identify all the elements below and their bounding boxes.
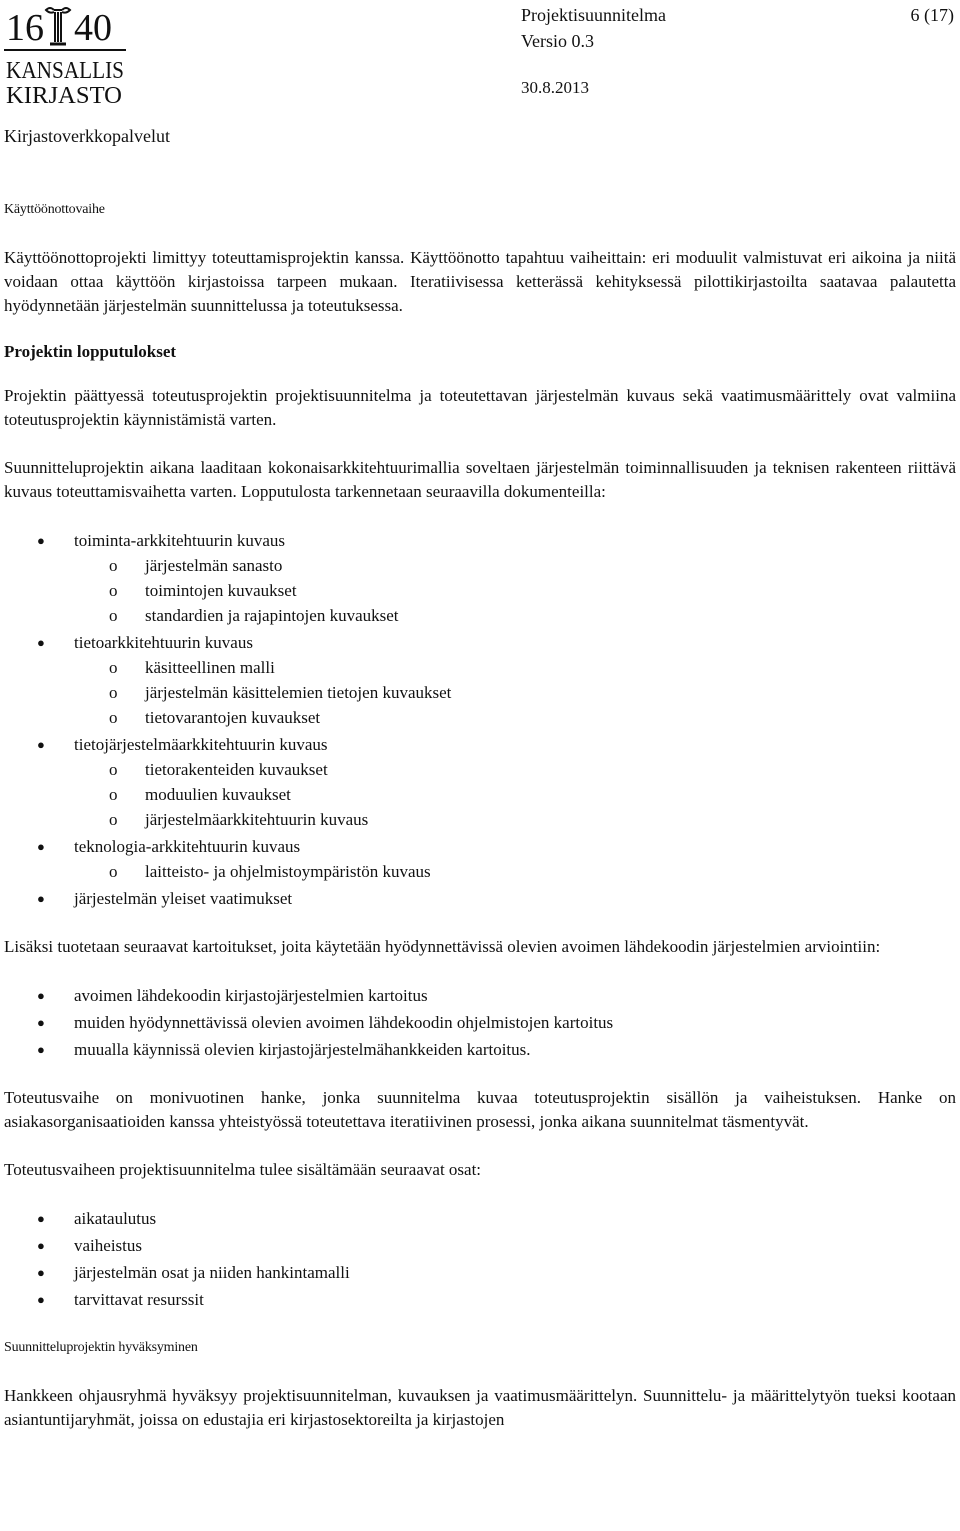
list-item: ● aikataulutus	[4, 1206, 956, 1231]
section-heading-lopputulokset: Projektin lopputulokset	[4, 342, 177, 361]
list-item	[4, 834, 956, 884]
sub-list-item: o järjestelmäarkkitehtuurin kuvaus	[74, 807, 956, 832]
list-item-label: toiminta-arkkitehtuurin kuvaus	[74, 531, 286, 550]
sub-list-item: o moduulien kuvaukset	[74, 782, 956, 807]
list-item	[4, 886, 956, 911]
list-item	[4, 528, 956, 628]
document-list	[4, 528, 956, 911]
paragraph-hyvaksyminen: Hankkeen ohjausryhmä hyväksyy projektisuunnitelman, kuvauksen ja vaatimusmäärittelyn. Suunnittelu- ja määrittelytyön tueksi kootaan asiantuntijaryhmät, joissa on edustajia eri kirjastosektoreilta ja kirjastojen	[4, 1386, 956, 1429]
list-item: ● tarvittavat resurssit	[4, 1287, 956, 1312]
sub-list-item: o standardien ja rajapintojen kuvaukset	[74, 603, 956, 628]
sub-list-item: o tietorakenteiden kuvaukset	[74, 757, 956, 782]
logo-year-left: 16	[6, 7, 44, 49]
sub-list	[74, 655, 956, 730]
document-body	[4, 198, 956, 1432]
list-item-label: tietojärjestelmäarkkitehtuurin kuvaus	[74, 735, 328, 754]
paragraph-kayttoonotto: Käyttöönottoprojekti limittyy toteuttamisprojektin kanssa. Käyttöönotto tapahtuu vaiheittain: eri moduulit valmistuvat eri aikoina ja niitä voidaan ottaa käyttöön kirjastoissa tarpeen mukaan. Iteratiivisessa ketterässä kehityksessä pilottikirjastoilta saatavaa palautetta hyödynnetään järjestelmän suunnittelussa ja toteutuksessa.	[4, 248, 956, 315]
list-item	[4, 732, 956, 832]
logo-year-right: 40	[74, 7, 112, 49]
sub-list	[74, 553, 956, 628]
paragraph-lopputulokset-1: Projektin päättyessä toteutusprojektin projektisuunnitelma ja toteutettavan järjestelmän kuvaus sekä vaatimusmäärittely ovat valmiina toteutusprojektin käynnistämistä varten.	[4, 386, 956, 429]
osat-list	[4, 1206, 956, 1312]
list-item: ● muualla käynnissä olevien kirjastojärjestelmähankkeiden kartoitus.	[4, 1037, 956, 1062]
list-item: ● järjestelmän osat ja niiden hankintamalli	[4, 1260, 956, 1285]
paragraph-projektisuunnitelma-osat: Toteutusvaiheen projektisuunnitelma tulee sisältämään seuraavat osat:	[4, 1160, 482, 1179]
list-item: ● vaiheistus	[4, 1233, 956, 1258]
section-heading-hyvaksyminen: Suunnitteluprojektin hyväksyminen	[4, 1340, 198, 1355]
sub-list-item: o käsitteellinen malli	[74, 655, 956, 680]
kartoitus-list	[4, 983, 956, 1062]
document-version: Versio 0.3	[521, 31, 594, 51]
national-library-logo	[4, 4, 126, 108]
logo-word-kirjasto: KIRJASTO	[6, 83, 122, 109]
list-item	[4, 630, 956, 730]
sub-list-item: o tietovarantojen kuvaukset	[74, 705, 956, 730]
department-name: Kirjastoverkkopalvelut	[4, 126, 170, 146]
sub-list	[74, 859, 956, 884]
sub-list-item: o toimintojen kuvaukset	[74, 578, 956, 603]
sub-list-item: o järjestelmän sanasto	[74, 553, 956, 578]
page-number: 6 (17)	[910, 5, 954, 25]
column-icon	[46, 8, 70, 44]
sub-list-item: o järjestelmän käsittelemien tietojen kuvaukset	[74, 680, 956, 705]
list-item-label: tietoarkkitehtuurin kuvaus	[74, 633, 253, 652]
paragraph-kartoitukset: Lisäksi tuotetaan seuraavat kartoitukset, joita käytetään hyödynnettävissä olevien avoimen lähdekoodin järjestelmien arviointiin:	[4, 937, 881, 956]
list-item-label: järjestelmän yleiset vaatimukset	[74, 889, 293, 908]
document-date: 30.8.2013	[521, 78, 589, 97]
list-item: ● muiden hyödynnettävissä olevien avoimen lähdekoodin ohjelmistojen kartoitus	[4, 1010, 956, 1035]
paragraph-toteutusvaihe: Toteutusvaihe on monivuotinen hanke, jonka suunnitelma kuvaa toteutusprojektin sisällön ja vaiheistuksen. Hanke on asiakasorganisaatioiden kanssa yhteistyössä toteutettava iteratiivinen prosessi, jonka aikana suunnitelmat täsmentyvät.	[4, 1088, 956, 1131]
paragraph-lopputulokset-2: Suunnitteluprojektin aikana laaditaan kokonaisarkkitehtuurimallia soveltaen järjestelmän toiminnallisuuden ja teknisen rakenteen riittävä kuvaus toteuttamisvaihetta varten. Lopputulosta tarkennetaan seuraavilla dokumenteilla:	[4, 458, 956, 501]
document-title: Projektisuunnitelma	[521, 5, 666, 25]
list-item-label: teknologia-arkkitehtuurin kuvaus	[74, 837, 301, 856]
list-item: ● avoimen lähdekoodin kirjastojärjestelmien kartoitus	[4, 983, 956, 1008]
sub-list	[74, 757, 956, 832]
sub-list-item: o laitteisto- ja ohjelmistoympäristön kuvaus	[74, 859, 956, 884]
logo-word-kansallis: KANSALLIS	[6, 58, 124, 84]
section-heading-kayttoonottovaihe: Käyttöönottovaihe	[4, 202, 105, 217]
